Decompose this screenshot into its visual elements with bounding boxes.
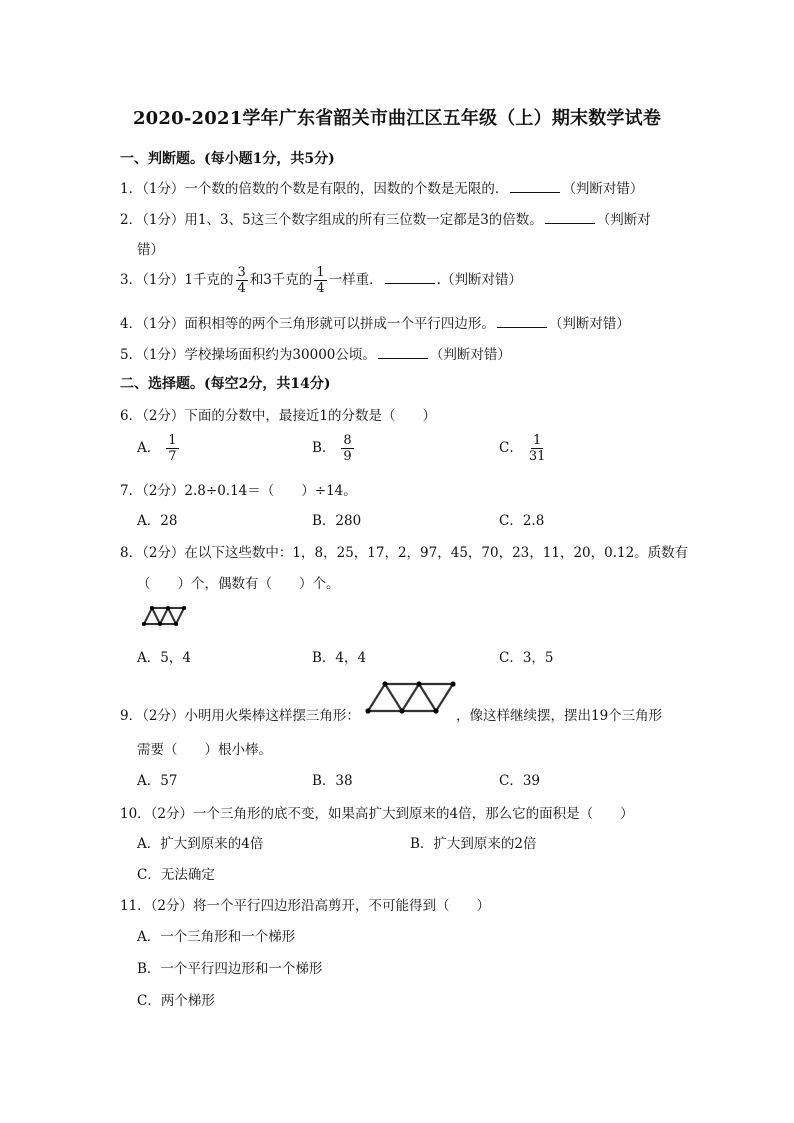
question-5-text: 5．（1分）学校操场面积约为30000公顷。 xyxy=(120,347,376,363)
question-3-text-c: 一样重． xyxy=(328,272,383,288)
option-c[interactable] xyxy=(499,434,547,463)
question-5-suffix: （判断对错） xyxy=(429,347,511,363)
fraction-three-quarters xyxy=(236,266,248,295)
option-label: C． xyxy=(499,440,523,456)
answer-blank[interactable] xyxy=(545,211,595,224)
question-3-text-b: 和3千克的 xyxy=(249,272,313,288)
option-a[interactable]: A．扩大到原来的4倍 xyxy=(137,836,264,852)
option-a[interactable]: A．一个三角形和一个梯形 xyxy=(137,929,296,945)
option-fraction xyxy=(166,434,178,463)
question-8: 8．（2分）在以下这些数中：1，8，25，17，2，97，45，70，23，11，20，0.12。质数有 xyxy=(120,545,689,561)
option-b[interactable] xyxy=(312,434,356,463)
option-a[interactable] xyxy=(137,434,181,463)
question-7: 7．（2分）2.8÷0.14＝（ ）÷14。 xyxy=(120,483,357,499)
question-6: 6．（2分）下面的分数中，最接近1的分数是（ ） xyxy=(120,408,437,424)
question-4-suffix: （判断对错） xyxy=(548,316,630,332)
option-c[interactable]: C．39 xyxy=(499,773,541,789)
question-10: 10．（2分）一个三角形的底不变，如果高扩大到原来的4倍，那么它的面积是（ ） xyxy=(120,806,634,822)
fraction-denominator: 4 xyxy=(237,281,246,296)
section-title-judgment: 一、判断题。(每小题1分，共5分) xyxy=(120,151,335,167)
question-11: 11．（2分）将一个平行四边形沿高剪开，不可能得到（ ） xyxy=(120,898,491,914)
option-c[interactable]: C．两个梯形 xyxy=(137,993,215,1009)
answer-blank[interactable] xyxy=(385,271,435,284)
fraction-numerator: 1 xyxy=(316,265,325,280)
option-fraction xyxy=(341,434,353,463)
answer-blank[interactable] xyxy=(497,315,547,328)
question-2 xyxy=(120,208,651,228)
option-b[interactable]: B．4，4 xyxy=(312,650,367,666)
question-1 xyxy=(120,177,643,197)
fraction-numerator: 1 xyxy=(168,433,177,448)
fraction-denominator: 4 xyxy=(316,281,325,296)
question-3-text-a: 3．（1分）1千克的 xyxy=(120,272,234,288)
option-c[interactable]: C．3，5 xyxy=(499,650,554,666)
option-c[interactable]: C．无法确定 xyxy=(137,867,215,883)
answer-blank[interactable] xyxy=(378,346,428,359)
fraction-numerator: 1 xyxy=(532,433,542,448)
question-1-suffix: （判断对错） xyxy=(562,181,644,197)
question-4-text: 4．（1分）面积相等的两个三角形就可以拼成一个平行四边形。 xyxy=(120,316,495,332)
option-a[interactable]: A．5，4 xyxy=(137,650,191,666)
fraction-denominator: 7 xyxy=(168,449,177,464)
answer-blank[interactable] xyxy=(510,180,560,193)
option-b[interactable]: B．扩大到原来的2倍 xyxy=(410,836,537,852)
fraction-denominator: 31 xyxy=(528,449,546,464)
fraction-numerator: 3 xyxy=(237,265,246,280)
option-label: B． xyxy=(312,440,336,456)
question-8-continuation: （ ）个，偶数有（ ）个。 xyxy=(137,576,340,592)
question-9-continuation: 需要（ ）根小棒。 xyxy=(137,742,272,758)
option-c[interactable]: C．2.8 xyxy=(499,513,545,529)
option-a[interactable]: A．28 xyxy=(137,513,178,529)
option-b[interactable]: B．一个平行四边形和一个梯形 xyxy=(137,961,323,977)
question-2-continuation: 错） xyxy=(137,242,164,258)
option-b[interactable]: B．38 xyxy=(312,773,353,789)
option-a[interactable]: A．57 xyxy=(137,773,178,789)
question-3-suffix: .（判断对错） xyxy=(436,272,522,288)
question-2-text: 2．（1分）用1、3、5这三个数字组成的所有三位数一定都是3的倍数。 xyxy=(120,212,543,228)
question-3 xyxy=(120,266,522,295)
question-5 xyxy=(120,343,511,363)
question-9-suffix: ，像这样继续摆，摆出19个三角形 xyxy=(456,708,663,724)
fraction-one-quarter xyxy=(314,266,326,295)
page-title: 2020-2021学年广东省韶关市曲江区五年级（上）期末数学试卷 xyxy=(132,108,662,129)
matchstick-triangles-figure xyxy=(365,680,460,716)
option-b[interactable]: B．280 xyxy=(312,513,362,529)
question-9-text: 9．（2分）小明用火柴棒这样摆三角形： xyxy=(120,708,360,724)
option-label: A． xyxy=(137,440,161,456)
fraction-denominator: 9 xyxy=(343,449,352,464)
section-title-choice: 二、选择题。(每空2分，共14分) xyxy=(120,376,331,392)
fraction-numerator: 8 xyxy=(343,433,352,448)
option-fraction xyxy=(529,434,546,463)
question-2-suffix: （判断对 xyxy=(596,212,651,228)
question-1-text: 1．（1分）一个数的倍数的个数是有限的，因数的个数是无限的． xyxy=(120,181,509,197)
matchstick-small-figure xyxy=(140,603,200,629)
question-4 xyxy=(120,312,630,332)
